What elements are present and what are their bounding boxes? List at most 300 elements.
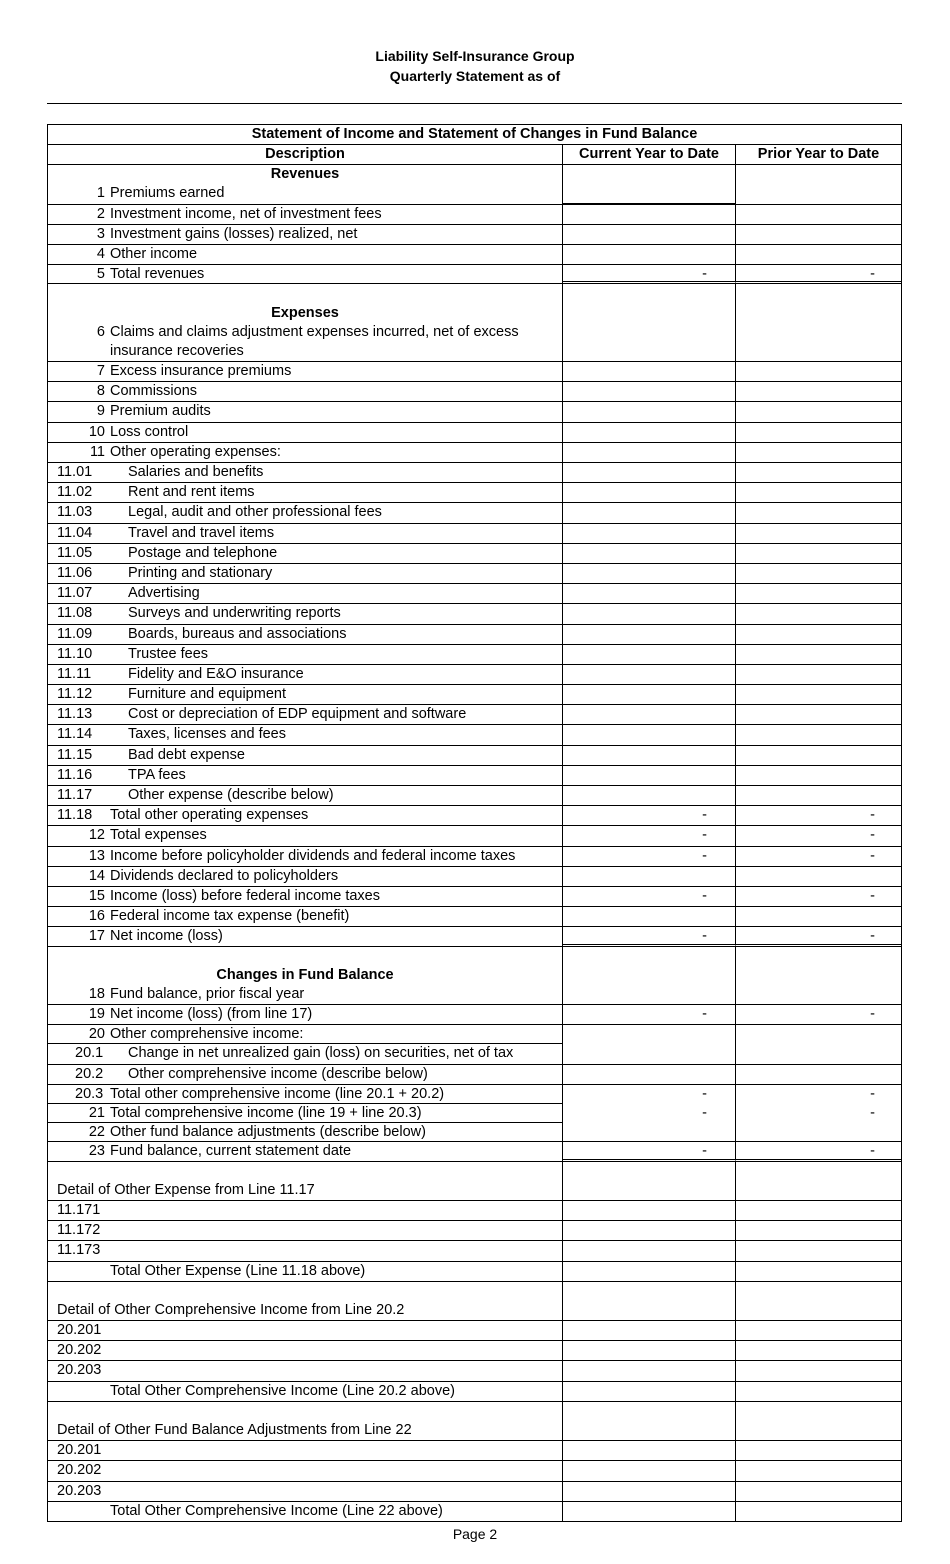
- value-dash: -: [870, 847, 875, 864]
- line-label: Cost or depreciation of EDP equipment and software: [128, 706, 467, 723]
- table-row: [48, 867, 901, 887]
- table-row: [48, 205, 901, 225]
- line-number: 18: [88, 985, 105, 1002]
- cell-current[interactable]: [563, 225, 736, 244]
- line-label: Taxes, licenses and fees: [128, 726, 286, 743]
- cell-prior[interactable]: [736, 1502, 901, 1521]
- line-number: 16: [88, 908, 105, 925]
- detail-title: Detail of Other Expense from Line 11.17: [57, 1181, 315, 1198]
- value-dash: -: [870, 1006, 875, 1023]
- line-label-part: insurance recoveries: [110, 342, 244, 359]
- cell-prior[interactable]: [736, 544, 901, 563]
- table-title: Statement of Income and Statement of Changes in Fund Balance: [48, 125, 901, 145]
- cell-current[interactable]: [563, 205, 736, 224]
- cell-current[interactable]: [563, 443, 736, 462]
- cell-current[interactable]: [563, 1361, 736, 1380]
- detail-title-row: [48, 1402, 901, 1441]
- cell-prior[interactable]: [736, 423, 901, 442]
- line-label: Commissions: [110, 383, 198, 400]
- cell-prior[interactable]: [736, 1025, 901, 1044]
- line-number: 12: [88, 827, 105, 844]
- cell-current[interactable]: [563, 927, 736, 946]
- cell-current[interactable]: [563, 524, 736, 543]
- table-row: [48, 746, 901, 766]
- value-dash: -: [870, 827, 875, 844]
- line-number: 11.17: [57, 787, 93, 804]
- cell-prior[interactable]: [736, 483, 901, 502]
- cell-prior[interactable]: [736, 402, 901, 421]
- table-row: [48, 1461, 901, 1481]
- line-number: 13: [88, 847, 105, 864]
- line-number: 22: [88, 1124, 105, 1141]
- detail-title-row: [48, 1282, 901, 1321]
- cell-current[interactable]: [563, 766, 736, 785]
- report-title: Liability Self-Insurance Group: [375, 48, 575, 64]
- line-number: 15: [88, 887, 105, 904]
- cell-current[interactable]: [563, 1104, 736, 1123]
- table-row: [48, 1221, 901, 1241]
- value-dash: -: [870, 887, 875, 904]
- cell-prior[interactable]: [736, 1461, 901, 1480]
- line-number: 17: [88, 928, 105, 945]
- line-number: 11.16: [57, 766, 93, 783]
- table-row: [48, 443, 901, 463]
- cell-current[interactable]: [563, 645, 736, 664]
- line-label: Fund balance, prior fiscal year: [110, 985, 305, 1002]
- cell-prior[interactable]: [736, 184, 901, 203]
- line-label: Dividends declared to policyholders: [110, 867, 339, 884]
- line-label: Total other comprehensive income (line 20.1 + 20.2): [110, 1085, 445, 1102]
- cell-current[interactable]: [563, 165, 736, 184]
- cell-current[interactable]: [563, 907, 736, 926]
- cell-prior[interactable]: [736, 1221, 901, 1240]
- cell-current[interactable]: [563, 184, 736, 203]
- table-row: [48, 826, 901, 846]
- line-number: 20.201: [57, 1322, 102, 1339]
- line-number: 11.08: [57, 605, 93, 622]
- cell-prior[interactable]: [736, 1005, 901, 1024]
- cell-prior[interactable]: [736, 1104, 901, 1123]
- cell-current[interactable]: [563, 1321, 736, 1340]
- value-dash: -: [702, 847, 707, 864]
- cell-prior[interactable]: [736, 826, 901, 845]
- table-row: [48, 1502, 901, 1521]
- line-number: 11.01: [57, 464, 93, 481]
- cell-prior[interactable]: [736, 625, 901, 644]
- table-row: [48, 584, 901, 604]
- report-subtitle: Quarterly Statement as of: [389, 68, 561, 84]
- cell-current[interactable]: [563, 382, 736, 401]
- line-number: 20: [88, 1026, 105, 1043]
- cell-current[interactable]: [563, 544, 736, 563]
- cell-prior[interactable]: [736, 927, 901, 946]
- line-number: 20.202: [57, 1462, 102, 1479]
- cell-prior[interactable]: [736, 766, 901, 785]
- line-number: 6: [96, 323, 105, 340]
- line-number: 20.2: [75, 1065, 104, 1082]
- cell-current[interactable]: [563, 826, 736, 845]
- value-dash: -: [702, 887, 707, 904]
- cell-current[interactable]: [563, 1065, 736, 1084]
- line-number: 20.3: [75, 1085, 104, 1102]
- cell-current[interactable]: [563, 1044, 736, 1063]
- line-number: 5: [96, 266, 105, 283]
- cell-prior[interactable]: [736, 584, 901, 603]
- table-row: [48, 1142, 901, 1161]
- line-label: Premium audits: [110, 403, 211, 420]
- column-header-row: [48, 145, 901, 165]
- line-number: 11.04: [57, 524, 93, 541]
- line-number: 11.15: [57, 746, 93, 763]
- cell-prior[interactable]: [736, 887, 901, 906]
- line-number: 11.12: [57, 686, 93, 703]
- line-label: Postage and telephone: [128, 544, 278, 561]
- line-number: 11.172: [57, 1222, 101, 1239]
- cell-prior[interactable]: [736, 1262, 901, 1281]
- cell-current[interactable]: [563, 867, 736, 886]
- cell-current[interactable]: [563, 786, 736, 805]
- detail-title: Detail of Other Comprehensive Income from Line 20.2: [57, 1302, 405, 1319]
- table-row: [48, 1104, 901, 1123]
- table-row: [48, 503, 901, 523]
- line-label: Printing and stationary: [128, 564, 273, 581]
- line-label: Travel and travel items: [128, 524, 275, 541]
- line-label: [110, 323, 558, 361]
- cell-current[interactable]: [563, 1241, 736, 1260]
- value-dash: -: [870, 807, 875, 824]
- cell-prior[interactable]: [736, 1361, 901, 1380]
- table-row: [48, 927, 901, 946]
- line-number: 9: [96, 403, 105, 420]
- line-number: 11.14: [57, 726, 93, 743]
- table-row: [48, 1201, 901, 1221]
- value-dash: -: [702, 928, 707, 945]
- table-row: [48, 1341, 901, 1361]
- cell-prior[interactable]: [736, 265, 901, 284]
- line-number: 1: [96, 185, 105, 202]
- value-dash: -: [702, 1085, 707, 1102]
- cell-current[interactable]: [563, 463, 736, 482]
- table-row: [48, 907, 901, 927]
- col-description-header: Description: [48, 145, 563, 164]
- line-label: Furniture and equipment: [128, 686, 286, 703]
- cell-current[interactable]: [563, 665, 736, 684]
- cell-current[interactable]: [563, 887, 736, 906]
- income-statement-table: [47, 124, 902, 1522]
- line-label: Boards, bureaus and associations: [128, 625, 347, 642]
- line-number: 20.201: [57, 1442, 102, 1459]
- cell-prior[interactable]: [736, 1044, 901, 1063]
- cell-prior[interactable]: [736, 645, 901, 664]
- table-row: [48, 645, 901, 665]
- line-label: Surveys and underwriting reports: [128, 605, 341, 622]
- line-label: Total comprehensive income (line 19 + line 20.3): [110, 1105, 422, 1122]
- cell-prior[interactable]: [736, 1382, 901, 1401]
- cell-prior[interactable]: [736, 443, 901, 462]
- cell-prior[interactable]: [736, 985, 901, 1004]
- spacer-row: [48, 947, 901, 966]
- table-row: [48, 225, 901, 245]
- cell-prior[interactable]: [736, 685, 901, 704]
- cell-prior[interactable]: [736, 867, 901, 886]
- cell-current[interactable]: [563, 1142, 736, 1161]
- value-dash: -: [870, 1105, 875, 1122]
- cell-prior[interactable]: [736, 323, 901, 361]
- table-row: [48, 887, 901, 907]
- line-number: 11.18: [57, 807, 93, 824]
- cell-current[interactable]: [563, 402, 736, 421]
- cell-current[interactable]: [563, 362, 736, 381]
- cell-current[interactable]: [563, 604, 736, 623]
- cell-prior[interactable]: [736, 503, 901, 522]
- value-dash: -: [702, 807, 707, 824]
- line-label: Fidelity and E&O insurance: [128, 665, 304, 682]
- line-label: Federal income tax expense (benefit): [110, 908, 350, 925]
- line-number: 20.202: [57, 1342, 102, 1359]
- col-current-header: Current Year to Date: [563, 145, 736, 164]
- cell-current[interactable]: [563, 1201, 736, 1220]
- value-dash: -: [870, 266, 875, 283]
- line-number: 14: [88, 867, 105, 884]
- cell-current[interactable]: [563, 503, 736, 522]
- table-row: [48, 1241, 901, 1261]
- cell-prior[interactable]: [736, 1482, 901, 1501]
- line-label: Total Other Expense (Line 11.18 above): [110, 1262, 366, 1279]
- section-revenues-row: [48, 165, 901, 184]
- cell-current[interactable]: [563, 1341, 736, 1360]
- table-row: [48, 1065, 901, 1085]
- line-number: 11.10: [57, 645, 93, 662]
- line-number: 19: [88, 1006, 105, 1023]
- line-label: Rent and rent items: [128, 484, 255, 501]
- line-label: Other operating expenses:: [110, 443, 281, 460]
- detail-title-row: [48, 1162, 901, 1201]
- table-row: [48, 1262, 901, 1282]
- cell-current[interactable]: [563, 625, 736, 644]
- cell-prior[interactable]: [736, 847, 901, 866]
- table-row: [48, 1025, 901, 1044]
- table-row: [48, 1321, 901, 1341]
- line-number: 21: [88, 1105, 105, 1122]
- cell-prior[interactable]: [736, 1321, 901, 1340]
- cell-prior[interactable]: [736, 665, 901, 684]
- line-number: 7: [96, 363, 105, 380]
- section-changes-row: [48, 966, 901, 985]
- spacer-row: [48, 284, 901, 303]
- cell-prior[interactable]: [736, 225, 901, 244]
- cell-current[interactable]: [563, 1005, 736, 1024]
- cell-current[interactable]: [563, 1262, 736, 1281]
- table-row: [48, 323, 901, 362]
- cell-current[interactable]: [563, 1085, 736, 1104]
- table-row: [48, 423, 901, 443]
- line-number: 11.05: [57, 544, 93, 561]
- cell-current[interactable]: [563, 1221, 736, 1240]
- cell-prior[interactable]: [736, 806, 901, 825]
- header-rule: [47, 103, 902, 104]
- table-row: [48, 847, 901, 867]
- line-label: Total expenses: [110, 827, 207, 844]
- line-number: 20.203: [57, 1362, 102, 1379]
- value-dash: -: [702, 1006, 707, 1023]
- line-label: Total other operating expenses: [110, 807, 309, 824]
- cell-prior[interactable]: [736, 786, 901, 805]
- cell-prior[interactable]: [736, 524, 901, 543]
- table-row: [48, 265, 901, 284]
- table-row: [48, 625, 901, 645]
- table-row: [48, 1044, 901, 1064]
- cell-current[interactable]: [563, 483, 736, 502]
- line-number: 20.1: [75, 1045, 104, 1062]
- section-expenses-row: [48, 304, 901, 323]
- cell-prior[interactable]: [736, 746, 901, 765]
- table-row: [48, 725, 901, 745]
- line-number: 20.203: [57, 1482, 102, 1499]
- line-number: 11.171: [57, 1201, 101, 1218]
- section-expenses: Expenses: [271, 304, 339, 321]
- cell-prior[interactable]: [736, 1341, 901, 1360]
- cell-current[interactable]: [563, 1502, 736, 1521]
- table-row: [48, 402, 901, 422]
- line-label: Income (loss) before federal income taxes: [110, 887, 380, 904]
- table-row: [48, 1085, 901, 1104]
- table-row: [48, 685, 901, 705]
- cell-current[interactable]: [563, 725, 736, 744]
- table-row: [48, 245, 901, 265]
- detail-title: Detail of Other Fund Balance Adjustments from Line 22: [57, 1422, 412, 1439]
- cell-current[interactable]: [563, 1461, 736, 1480]
- cell-prior[interactable]: [736, 245, 901, 264]
- table-row: [48, 463, 901, 483]
- table-row: [48, 382, 901, 402]
- cell-current[interactable]: [563, 746, 736, 765]
- cell-prior[interactable]: [736, 362, 901, 381]
- table-row: [48, 665, 901, 685]
- table-row: [48, 705, 901, 725]
- cell-current[interactable]: [563, 1382, 736, 1401]
- line-number: 11.173: [57, 1242, 101, 1259]
- value-dash: -: [702, 1105, 707, 1122]
- cell-current[interactable]: [563, 1482, 736, 1501]
- table-row: [48, 544, 901, 564]
- line-number: 11: [89, 443, 105, 460]
- line-number: 11.03: [57, 504, 93, 521]
- line-label: Bad debt expense: [128, 746, 245, 763]
- table-row: [48, 604, 901, 624]
- table-row: [48, 524, 901, 544]
- cell-current[interactable]: [563, 423, 736, 442]
- line-label: Total revenues: [110, 266, 205, 283]
- line-number: 4: [96, 245, 105, 262]
- table-row: [48, 362, 901, 382]
- cell-current[interactable]: [563, 1025, 736, 1044]
- cell-current[interactable]: [563, 847, 736, 866]
- table-row: [48, 1005, 901, 1025]
- line-label: Fund balance, current statement date: [110, 1143, 352, 1160]
- line-label: Change in net unrealized gain (loss) on securities, net of tax: [128, 1045, 514, 1062]
- value-dash: -: [870, 1085, 875, 1102]
- line-label: Other income: [110, 245, 198, 262]
- line-number: 10: [88, 423, 105, 440]
- line-label: Net income (loss): [110, 928, 223, 945]
- cell-prior[interactable]: [736, 165, 901, 184]
- value-dash: -: [870, 928, 875, 945]
- cell-prior[interactable]: [736, 725, 901, 744]
- cell-prior[interactable]: [736, 604, 901, 623]
- line-label: Loss control: [110, 423, 189, 440]
- page-number: Page 2: [452, 1526, 498, 1542]
- table-row: [48, 483, 901, 503]
- cell-current[interactable]: [563, 705, 736, 724]
- line-number: 11.09: [57, 625, 93, 642]
- cell-prior[interactable]: [736, 1241, 901, 1260]
- table-row: [48, 1482, 901, 1502]
- cell-prior[interactable]: [736, 1142, 901, 1161]
- table-row: [48, 766, 901, 786]
- cell-prior[interactable]: [736, 382, 901, 401]
- cell-prior[interactable]: [736, 1065, 901, 1084]
- value-dash: -: [870, 1143, 875, 1160]
- cell-current[interactable]: [563, 265, 736, 284]
- line-number: 11.13: [57, 706, 93, 723]
- line-label: Net income (loss) (from line 17): [110, 1006, 313, 1023]
- cell-prior[interactable]: [736, 205, 901, 224]
- line-label: Trustee fees: [128, 645, 209, 662]
- cell-prior[interactable]: [736, 705, 901, 724]
- table-row: [48, 806, 901, 826]
- cell-current[interactable]: [563, 806, 736, 825]
- cell-current[interactable]: [563, 1123, 736, 1142]
- cell-prior[interactable]: [736, 1085, 901, 1104]
- cell-current[interactable]: [563, 1441, 736, 1460]
- line-label: Other fund balance adjustments (describe below): [110, 1124, 426, 1141]
- cell-current[interactable]: [563, 245, 736, 264]
- cell-prior[interactable]: [736, 907, 901, 926]
- cell-current[interactable]: [563, 985, 736, 1004]
- line-label: Other expense (describe below): [128, 787, 334, 804]
- value-dash: -: [702, 1143, 707, 1160]
- cell-current[interactable]: [563, 564, 736, 583]
- cell-prior[interactable]: [736, 564, 901, 583]
- line-label: TPA fees: [128, 766, 186, 783]
- table-row: [48, 985, 901, 1005]
- table-row: [48, 786, 901, 806]
- line-label-part: Claims and claims adjustment expenses incurred, net of excess: [110, 323, 519, 340]
- cell-prior[interactable]: [736, 1441, 901, 1460]
- line-number: 8: [96, 383, 105, 400]
- cell-current[interactable]: [563, 685, 736, 704]
- table-row: [48, 184, 901, 204]
- line-number: 11.07: [57, 585, 93, 602]
- line-number: 3: [96, 225, 105, 242]
- section-revenues: Revenues: [270, 166, 340, 183]
- cell-prior[interactable]: [736, 463, 901, 482]
- section-changes: Changes in Fund Balance: [216, 966, 394, 983]
- cell-prior[interactable]: [736, 1201, 901, 1220]
- line-label: Premiums earned: [110, 185, 225, 202]
- line-label: Legal, audit and other professional fees: [128, 504, 382, 521]
- value-dash: -: [702, 827, 707, 844]
- line-label: Other comprehensive income:: [110, 1026, 304, 1043]
- cell-prior[interactable]: [736, 1123, 901, 1142]
- line-label: Salaries and benefits: [128, 464, 264, 481]
- line-number: 11.06: [57, 564, 93, 581]
- line-label: Total Other Comprehensive Income (Line 20.2 above): [110, 1382, 455, 1399]
- cell-current[interactable]: [563, 584, 736, 603]
- line-number: 11.11: [57, 665, 92, 682]
- cell-current[interactable]: [563, 323, 736, 361]
- value-dash: -: [702, 266, 707, 283]
